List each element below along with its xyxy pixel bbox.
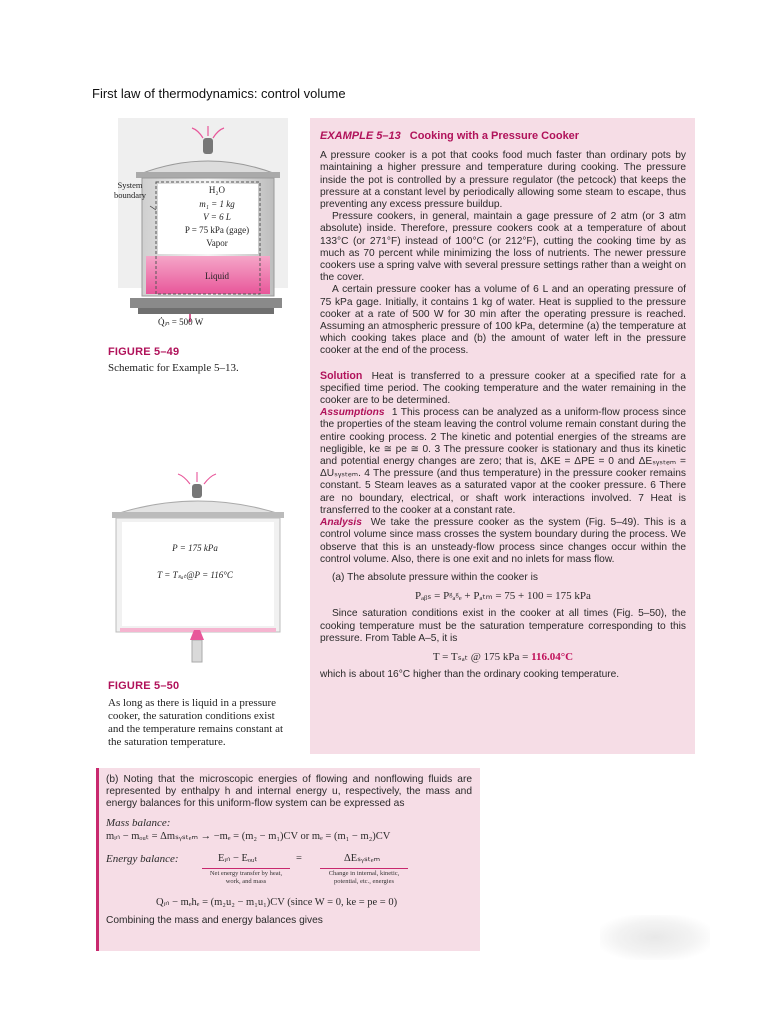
analysis-paragraph: [320, 517, 686, 566]
petcock-icon: [192, 484, 202, 498]
example-paragraph-1: A pressure cooker is a pot that cooks food much faster than ordinary pots by maintaining a higher pressure and temperature during cooking. The pressure inside the pot is controlled by a pressure regulator (the petcock) that keeps the pressure at a constant level by periodically allowing some steam to escape, thus preventing any excess pressure buildup.: [320, 150, 686, 211]
energy-balance-row: [106, 853, 472, 893]
mass-balance-equation: mᵢₙ − mₒᵤₜ = Δmₛᵧₛₜₑₘ → −mₑ = (m₂ − m₁)CV or mₑ = (m₁ − m₂)CV: [106, 830, 391, 842]
label-mass: m₁ = 1 kg: [199, 199, 235, 209]
equation-temperature-lhs: T = Tₛₐₜ @ 175 kPa =: [432, 650, 529, 663]
analysis-text: We take the pressure cooker as the system (Fig. 5–49). This is a control volume since mass crosses the system boundary during the process. We observe that this is an unsteady-flow process since changes occur within the control volume. Also, there is one exit and no inlets for mass flow.: [320, 517, 686, 565]
label-pressure-175: P = 175 kPa: [172, 543, 218, 553]
figure-5-49-caption: Schematic for Example 5–13.: [108, 362, 239, 374]
part-a-text: (a) The absolute pressure within the cooker is: [332, 571, 538, 583]
saturation-paragraph: Since saturation conditions exist in the cooker at all times (Fig. 5–50), the cooking temperature must be the saturation temperature corresponding to this pressure. From Table A–5, it is: [320, 608, 686, 644]
note-net-energy-transfer: Net energy transfer by heat, work, and mass: [202, 868, 290, 886]
energy-balance-lhs: Eᵢₙ − Eₒᵤₜ: [218, 853, 258, 865]
label-heat-input: Q̇ᵢₙ = 500 W: [158, 317, 204, 327]
petcock-icon: [203, 138, 213, 154]
combine-text: Combining the mass and energy balances gives: [106, 915, 323, 927]
accent-bar: [96, 768, 99, 951]
part-b-box: [96, 768, 480, 951]
energy-balance-label: Energy balance:: [106, 853, 179, 866]
solution-text: Heat is transferred to a pressure cooker at a specified rate for a specified time period. The cooking temperature and the water remaining in the cooker are to be determined.: [320, 370, 686, 407]
document-title: First law of thermodynamics: control volume: [92, 86, 346, 101]
label-pressure-gage: P = 75 kPa (gage): [184, 225, 250, 235]
equation-absolute-pressure: Pₐᵦₛ = Pᵍₐᵍₑ + Pₐₜₘ = 75 + 100 = 175 kPa: [415, 590, 591, 603]
energy-balance-equals: =: [296, 853, 302, 865]
example-panel: [310, 118, 695, 754]
figure-5-50-caption: As long as there is liquid in a pressure cooker, the saturation conditions exist and the temperature remains constant at the saturation temperature.: [108, 697, 284, 748]
figure-5-49-title: FIGURE 5–49: [108, 346, 180, 358]
example-heading: [320, 130, 686, 142]
example-paragraph-2: Pressure cookers, in general, maintain a gage pressure of 2 atm (or 3 atm absolute) inside. Therefore, pressure cookers cook at a temperature of about 133°C (or 271°F) instead of 100°C (or 212°F), cutting the cooking time by as much as 70 percent while minimizing the loss of nutrients. The newer pressure cookers use a spring valve with several pressure settings rather than a weight on the cover.: [320, 211, 686, 284]
label-h2o: H₂O: [208, 185, 226, 195]
page-shadow: [600, 915, 710, 960]
final-energy-equation: Qᵢₙ − mₑhₑ = (m₂u₂ − m₁u₁)CV (since W = 0, ke = pe = 0): [156, 897, 398, 909]
assumptions-paragraph: [320, 407, 686, 517]
mass-balance-label: Mass balance:: [106, 816, 171, 829]
example-number: EXAMPLE 5–13: [320, 130, 401, 142]
conclusion-text: which is about 16°C higher than the ordinary cooking temperature.: [320, 669, 620, 681]
label-system-boundary: System boundary: [113, 180, 147, 200]
example-title: Cooking with a Pressure Cooker: [409, 130, 580, 142]
solution-paragraph: [320, 370, 686, 408]
energy-balance-rhs: ΔEₛᵧₛₜₑₘ: [344, 853, 381, 865]
label-volume: V = 6 L: [203, 212, 231, 222]
figure-5-50-title: FIGURE 5–50: [108, 680, 180, 692]
assumptions-label: Assumptions: [320, 407, 385, 419]
equation-temperature: [320, 651, 686, 663]
solution-label: Solution: [320, 369, 363, 382]
label-vapor: Vapor: [206, 238, 228, 248]
label-sat-temperature: T = Tₛₐₜ@P = 116°C: [157, 570, 233, 580]
example-paragraph-3: A certain pressure cooker has a volume of 6 L and an operating pressure of 75 kPa gage. Initially, it contains 1 kg of water. Heat is supplied to the pressure cooker at a rate of 500 W for 30 min after the operating pressure is reached. Assuming an atmospheric pressure of 100 kPa, determine (a) the temperature at which cooking takes place and (b) the amount of water left in the pressure cooker at the end of the process.: [320, 284, 686, 357]
part-b-intro: (b) Noting that the microscopic energies of flowing and nonflowing fluids are represented by enthalpy h and internal energy u, respectively, the mass and energy balances for this uniform-flow system can be expressed as: [106, 774, 472, 810]
assumptions-text: 1 This process can be analyzed as a uniform-flow process since the properties of the steam leaving the control volume remain constant during the entire cooking process. 2 The kinetic and potential energies of the streams are negligible, ke ≅ pe ≅ 0. 3 The pressure cooker is stationary and thus its kinetic and potential energy changes are zero; that is, ΔKE = ΔPE = 0 and ΔEₛᵧₛₜₑₘ = ΔUₛᵧₛₜₑₘ. 4 The pressure (and thus temperature) in the pressure cooker remains constant. 5 Steam leaves as a saturated vapor at the cooker pressure. 6 There are no boundary, electrical, or shaft work interactions involved. 7 Heat is transferred to the cooker at a constant rate.: [320, 407, 686, 516]
note-change-in-energy: Change in internal, kinetic, potential, etc., energies: [320, 868, 408, 886]
label-liquid: Liquid: [205, 271, 229, 281]
equation-temperature-value: 116.04°C: [531, 650, 574, 663]
analysis-label: Analysis: [320, 517, 362, 529]
